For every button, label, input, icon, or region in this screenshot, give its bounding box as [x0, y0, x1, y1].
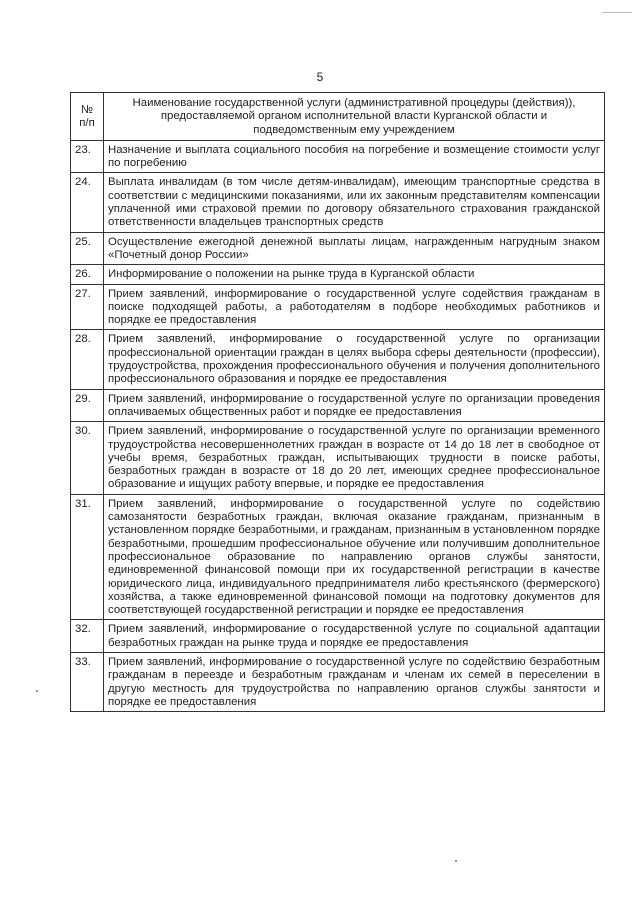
row-number: 28. [71, 330, 104, 389]
row-number: 26. [71, 265, 104, 284]
row-number: 24. [71, 173, 104, 232]
row-service-name: Прием заявлений, информирование о государственной услуге по организации профессиональной ориентации граждан в целях выбора сферы деятельности (профессии), трудоустройства, прохождения профессионального обучения и получения дополнительного профессионального образования и порядке ее предоставления [104, 330, 605, 389]
row-service-name: Назначение и выплата социального пособия на погребение и возмещение стоимости услуг по погребению [104, 140, 605, 173]
table-row [71, 265, 605, 284]
row-service-name: Выплата инвалидам (в том числе детям-инвалидам), имеющим транспортные средства в соответствии с медицинскими показаниями, или их законным представителям компенсации уплаченной ими страховой премии по договору обязательного страхования гражданской ответственности владельцев транспортных средств [104, 173, 605, 232]
scan-speck [455, 860, 457, 862]
row-number: 30. [71, 422, 104, 494]
row-number: 33. [71, 652, 104, 711]
table-row [71, 140, 605, 173]
table-row [71, 284, 605, 330]
page-number: 5 [316, 70, 324, 84]
table-row [71, 173, 605, 232]
row-service-name: Прием заявлений, информирование о государственной услуге по организации проведения оплачиваемых общественных работ и порядке ее предоставления [104, 389, 605, 422]
header-service-name: Наименование государственной услуги (административной процедуры (действия)), предоставляемой органом исполнительной власти Курганской области и подведомственным ему учреждением [104, 93, 605, 141]
row-service-name: Прием заявлений, информирование о государственной услуге содействия гражданам в поиске подходящей работы, а работодателям в подборе необходимых работников и порядке ее предоставления [104, 284, 605, 330]
row-number: 25. [71, 232, 104, 265]
row-service-name: Прием заявлений, информирование о государственной услуге по содействию самозанятости безработных граждан, включая оказание гражданам, признанным в установленном порядке безработными, и гражданам, признанным в установленном порядке безработными, прошедшим профессиональное обучение или получившим дополнительное профессиональное образование по направлению органов службы занятости, единовременной финансовой помощи при их государственной регистрации в качестве юридического лица, индивидуального предпринимателя либо крестьянского (фермерского) хозяйства, а также единовременной финансовой помощи на подготовку документов для соответствующей государственной регистрации и порядке ее предоставления [104, 494, 605, 620]
row-service-name: Осуществление ежегодной денежной выплаты лицам, награжденным нагрудным знаком «Почетный донор России» [104, 232, 605, 265]
scan-speck [36, 690, 38, 692]
table-header-row [71, 93, 605, 141]
table-row [71, 389, 605, 422]
table-row [71, 422, 605, 494]
table-row [71, 652, 605, 711]
table-row [71, 232, 605, 265]
row-number: 23. [71, 140, 104, 173]
row-number: 27. [71, 284, 104, 330]
row-number: 32. [71, 620, 104, 653]
row-service-name: Прием заявлений, информирование о государственной услуге по социальной адаптации безработных граждан на рынке труда и порядке ее предоставления [104, 620, 605, 653]
row-number: 31. [71, 494, 104, 620]
row-service-name: Прием заявлений, информирование о государственной услуге по содействию безработным гражданам в переезде и безработным гражданам и членам их семей в переселении в другую местность для трудоустройства по направлению органов службы занятости и порядке ее предоставления [104, 652, 605, 711]
header-number: № п/п [71, 93, 104, 141]
services-table [70, 92, 605, 712]
row-service-name: Информирование о положении на рынке труда в Курганской области [104, 265, 605, 284]
scan-edge-mark [602, 12, 632, 13]
row-service-name: Прием заявлений, информирование о государственной услуге по организации временного трудоустройства несовершеннолетних граждан в возрасте от 14 до 18 лет в свободное от учебы время, безработных граждан, испытывающих трудности в поиске работы, безработных граждан в возрасте от 18 до 20 лет, имеющих среднее профессиональное образование и ищущих работу впервые, и порядке ее предоставления [104, 422, 605, 494]
table-row [71, 494, 605, 620]
table-row [71, 330, 605, 389]
row-number: 29. [71, 389, 104, 422]
table-row [71, 620, 605, 653]
